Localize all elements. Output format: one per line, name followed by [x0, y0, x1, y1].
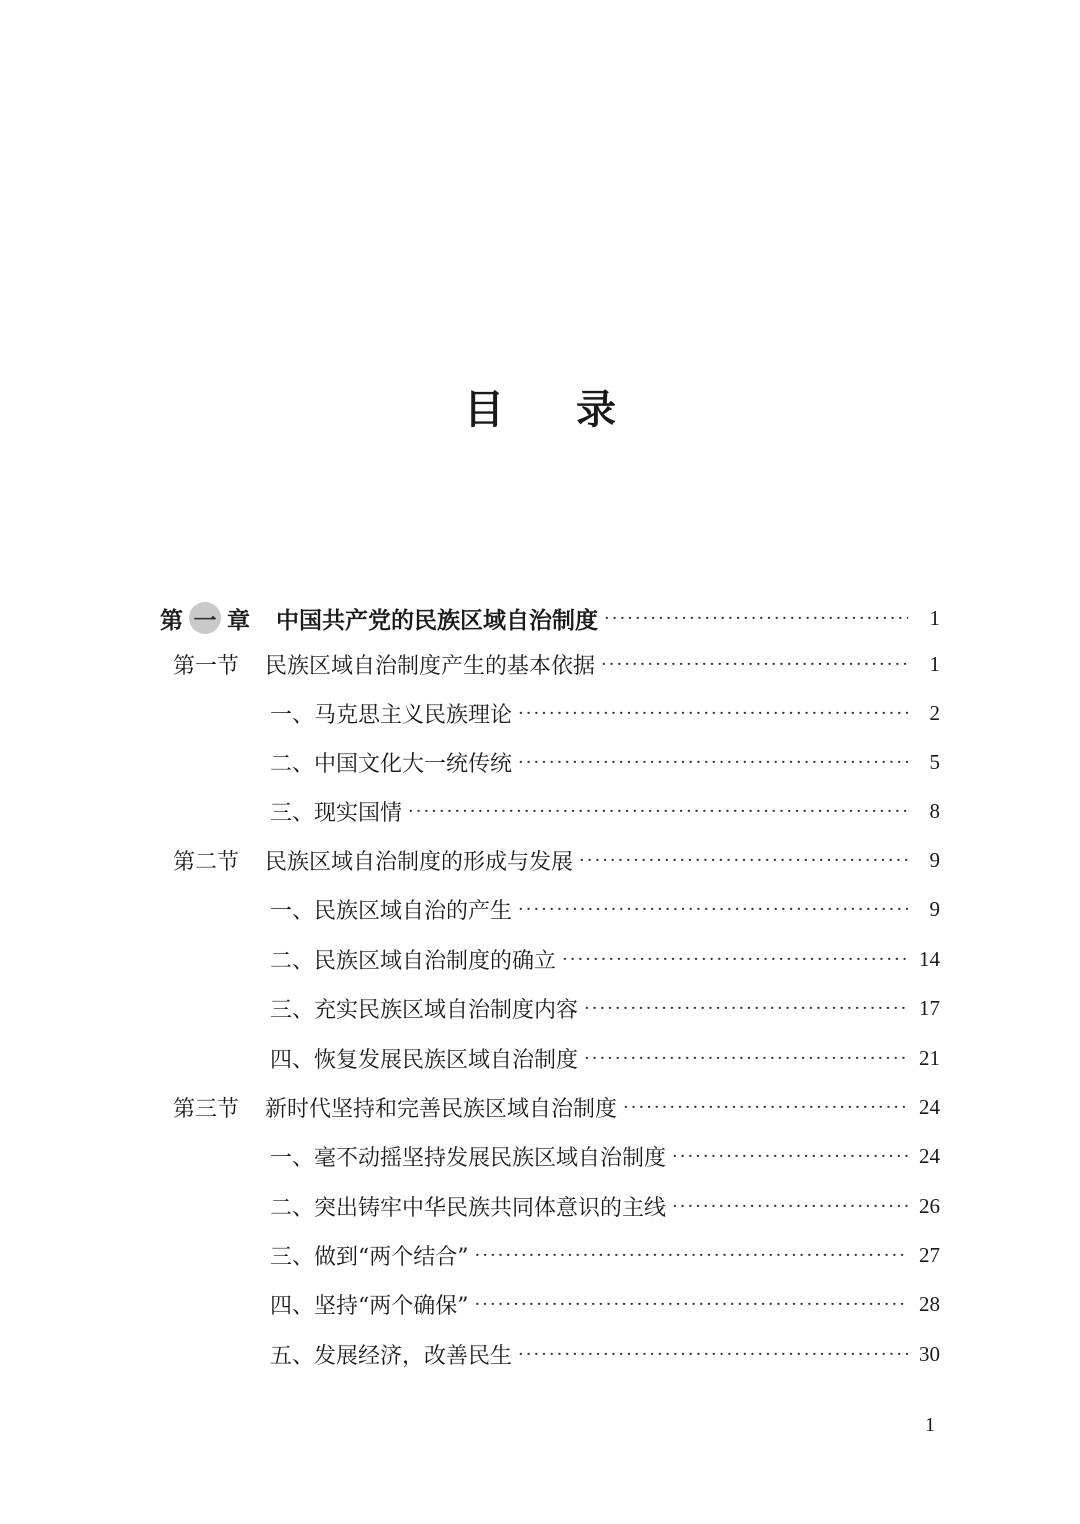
item-title: 二、突出铸牢中华民族共同体意识的主线: [270, 1195, 667, 1221]
item-title: 一、马克思主义民族理论: [270, 702, 513, 728]
section-title: 民族区域自治制度产生的基本依据: [265, 653, 596, 679]
dot-leader: [584, 988, 908, 1028]
item-title: 四、恢复发展民族区域自治制度: [270, 1047, 579, 1073]
chapter-number-badge: 一: [189, 602, 221, 634]
toc-section-2[interactable]: [173, 840, 940, 880]
toc-item[interactable]: [270, 742, 940, 782]
section-title: 民族区域自治制度的形成与发展: [265, 849, 574, 875]
section-label: [173, 649, 595, 680]
chapter-label: [160, 602, 598, 635]
chapter-title: 中国共产党的民族区域自治制度: [276, 606, 598, 634]
title-char-1: 目: [464, 386, 504, 433]
item-page: 26: [919, 1193, 940, 1218]
section-page: 9: [929, 847, 940, 872]
toc-item[interactable]: [270, 693, 940, 733]
item-page: 17: [919, 995, 940, 1020]
dot-leader: [562, 939, 908, 979]
item-page: 24: [919, 1143, 940, 1168]
toc-item[interactable]: [270, 1284, 940, 1324]
item-title: 一、毫不动摇坚持发展民族区域自治制度: [270, 1145, 667, 1171]
dot-leader: [518, 742, 908, 782]
section-label: [173, 845, 573, 876]
item-page: 30: [919, 1341, 940, 1366]
item-title: 一、民族区域自治的产生: [270, 898, 513, 924]
section-page: 24: [919, 1094, 940, 1119]
toc-item[interactable]: [270, 1235, 940, 1275]
item-title: 二、民族区域自治制度的确立: [270, 948, 557, 974]
dot-leader: [475, 1235, 909, 1275]
section-number: 第二节: [173, 849, 240, 875]
section-number: 第一节: [173, 653, 240, 679]
toc-item[interactable]: [270, 988, 940, 1028]
item-page: 14: [919, 946, 940, 971]
item-title: 二、中国文化大一统传统: [270, 751, 513, 777]
toc-item[interactable]: [270, 1038, 940, 1078]
dot-leader: [579, 840, 908, 880]
page-title: [0, 378, 1080, 435]
item-title: 三、现实国情: [270, 800, 403, 826]
toc-item[interactable]: [270, 791, 940, 831]
title-char-2: 录: [576, 386, 616, 433]
dot-leader: [518, 1334, 908, 1374]
dot-leader: [408, 791, 908, 831]
dot-leader: [672, 1186, 908, 1226]
item-title: 五、发展经济，改善民生: [270, 1343, 513, 1369]
item-page: 28: [919, 1291, 940, 1316]
footer-page-number: 1: [925, 1414, 935, 1436]
dot-leader: [672, 1136, 908, 1176]
item-page: 5: [929, 749, 940, 774]
dot-leader: [475, 1284, 909, 1324]
item-page: 27: [919, 1242, 940, 1267]
item-page: 9: [929, 896, 940, 921]
section-page: 1: [929, 651, 940, 676]
dot-leader: [584, 1038, 908, 1078]
dot-leader: [601, 644, 908, 684]
item-page: 8: [929, 798, 940, 823]
section-title: 新时代坚持和完善民族区域自治制度: [265, 1096, 618, 1122]
chapter-suffix: 章: [227, 606, 250, 634]
item-page: 2: [929, 700, 940, 725]
toc-item[interactable]: [270, 1334, 940, 1374]
dot-leader: [518, 693, 908, 733]
item-title: 四、坚持“两个确保”: [270, 1293, 469, 1319]
chapter-page: 1: [929, 605, 940, 630]
toc-section-1[interactable]: [173, 644, 940, 684]
dot-leader: [604, 598, 908, 638]
section-label: [173, 1092, 617, 1123]
chapter-prefix: 第: [160, 606, 183, 634]
toc-item[interactable]: [270, 889, 940, 929]
toc-chapter-1[interactable]: [160, 598, 940, 638]
toc-item[interactable]: [270, 1136, 940, 1176]
toc-section-3[interactable]: [173, 1087, 940, 1127]
dot-leader: [623, 1087, 908, 1127]
section-number: 第三节: [173, 1096, 240, 1122]
item-title: 三、充实民族区域自治制度内容: [270, 997, 579, 1023]
dot-leader: [518, 889, 908, 929]
item-title: 三、做到“两个结合”: [270, 1244, 469, 1270]
toc-item[interactable]: [270, 939, 940, 979]
toc-item[interactable]: [270, 1186, 940, 1226]
item-page: 21: [919, 1045, 940, 1070]
